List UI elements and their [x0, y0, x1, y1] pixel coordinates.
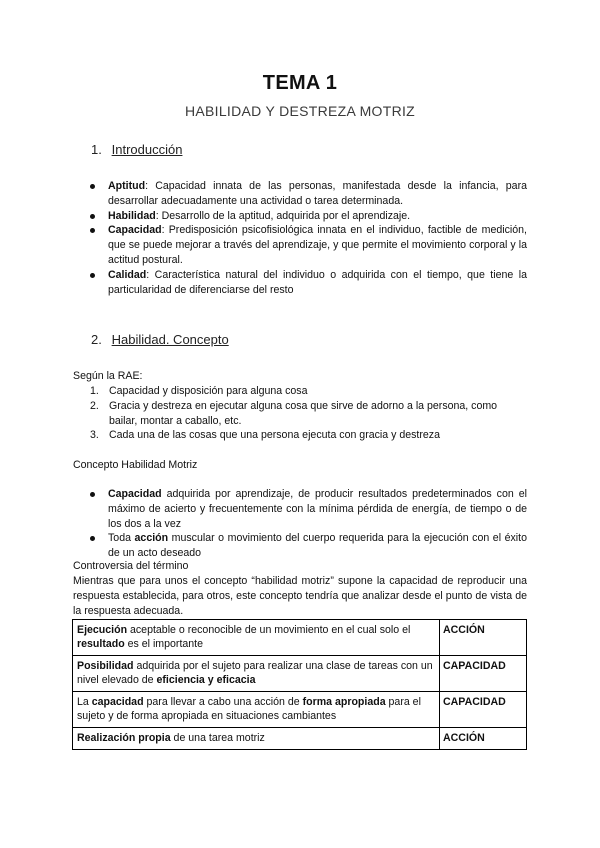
emphasis-text: capacidad [91, 696, 144, 708]
table-row [73, 620, 527, 656]
item-text: Cada una de las cosas que una persona ejecuta con gracia y destreza [109, 429, 440, 442]
definition: : Predisposición psicofisiológica innata en el individuo, factible de medición, que se puede mejorar a través del aprendizaje, y que permite el movimiento corporal y la actitud postural. [108, 224, 527, 266]
motriz-list [90, 487, 527, 561]
emphasis-text: forma apropiada [302, 696, 386, 708]
prefix: Toda [108, 532, 135, 545]
section-title: Habilidad. Concepto [111, 332, 229, 347]
section-title: Introducción [111, 142, 183, 157]
table-row [73, 692, 527, 728]
section-heading-habilidad [91, 332, 229, 347]
emphasis-text: eficiencia y eficacia [156, 674, 256, 686]
table-cell-category: ACCIÓN [440, 620, 527, 656]
item-number: 1. [90, 385, 99, 397]
list-item [90, 531, 527, 561]
item-number: 2. [90, 399, 99, 412]
cell-text: para el sujeto y de forma apropiada en situaciones cambiantes [77, 696, 421, 722]
cell-text: de una tarea motriz [170, 732, 265, 744]
rae-definitions-list [90, 384, 527, 443]
table-cell-description [73, 620, 440, 656]
item-text: Gracia y destreza en ejecutar alguna cosa que sirve de adorno a la persona, como bailar, montar a caballo, etc. [109, 399, 498, 427]
emphasis-text: Posibilidad [77, 660, 134, 672]
list-item [90, 487, 527, 531]
controversia-label: Controversia del término [73, 560, 189, 572]
emphasis-text: Realización propia [77, 732, 171, 744]
cell-text: adquirida por el sujeto para realizar una clase de tareas con un nivel elevado de [77, 660, 433, 686]
rae-label: Según la RAE: [73, 370, 143, 382]
table-row [73, 656, 527, 692]
page-title: TEMA 1 [262, 72, 338, 94]
page-subtitle: HABILIDAD Y DESTREZA MOTRIZ [184, 103, 416, 119]
list-item [90, 209, 527, 224]
term: Capacidad [108, 224, 162, 237]
list-item [90, 384, 527, 399]
section-number: 2. [91, 332, 102, 347]
definitions-list [90, 179, 527, 297]
table-cell-description [73, 656, 440, 692]
table-cell-category: ACCIÓN [440, 728, 527, 750]
item-number: 3. [90, 429, 99, 442]
table-cell-description [73, 728, 440, 750]
motriz-label: Concepto Habilidad Motriz [73, 459, 198, 471]
section-number: 1. [91, 142, 102, 157]
cell-text: para llevar a cabo una acción de [143, 696, 303, 708]
list-item [90, 428, 527, 443]
list-item [90, 223, 527, 267]
definition: muscular o movimiento del cuerpo requerida para la ejecución con el éxito de un acto deseado [108, 532, 527, 560]
definition: adquirida por aprendizaje, de producir resultados predeterminados con el máximo de acierto y frecuentemente con la mínima pérdida de energía, de tiempo o de los dos a la vez [108, 488, 527, 530]
definition: : Capacidad innata de las personas, manifestada desde la infancia, para desarrollar adecuadamente una actividad o tarea determinada. [108, 180, 527, 207]
controversia-paragraph: Mientras que para unos el concepto “habilidad motriz” supone la capacidad de reproducir una respuesta establecida, para otros, este concepto tendría que analizar desde el punto de vista de la respuesta adecuada. [73, 575, 527, 617]
emphasis-text: resultado [77, 638, 125, 650]
definition: : Característica natural del individuo o adquirida con el tiempo, que tiene la particularidad de diferenciarse del resto [108, 268, 527, 296]
table-row [73, 728, 527, 750]
definition: : Desarrollo de la aptitud, adquirida por el aprendizaje. [155, 209, 411, 222]
list-item [90, 268, 527, 298]
emphasis-text: Ejecución [77, 624, 128, 636]
table-cell-description [73, 692, 440, 728]
term: Calidad [108, 268, 147, 281]
table-cell-category: CAPACIDAD [440, 656, 527, 692]
list-item [90, 399, 527, 429]
term: Capacidad [108, 488, 162, 500]
cell-text: aceptable o reconocible de un movimiento en el cual solo el [127, 624, 411, 636]
list-item [90, 179, 527, 209]
term: Habilidad [108, 209, 156, 222]
term: acción [134, 532, 169, 545]
item-text: Capacidad y disposición para alguna cosa [109, 385, 308, 397]
section-heading-introduccion [91, 142, 182, 157]
term: Aptitud [108, 180, 146, 192]
concept-table [72, 619, 527, 750]
table-cell-category: CAPACIDAD [440, 692, 527, 728]
cell-text: es el importante [124, 638, 204, 650]
cell-text: La [77, 696, 92, 708]
